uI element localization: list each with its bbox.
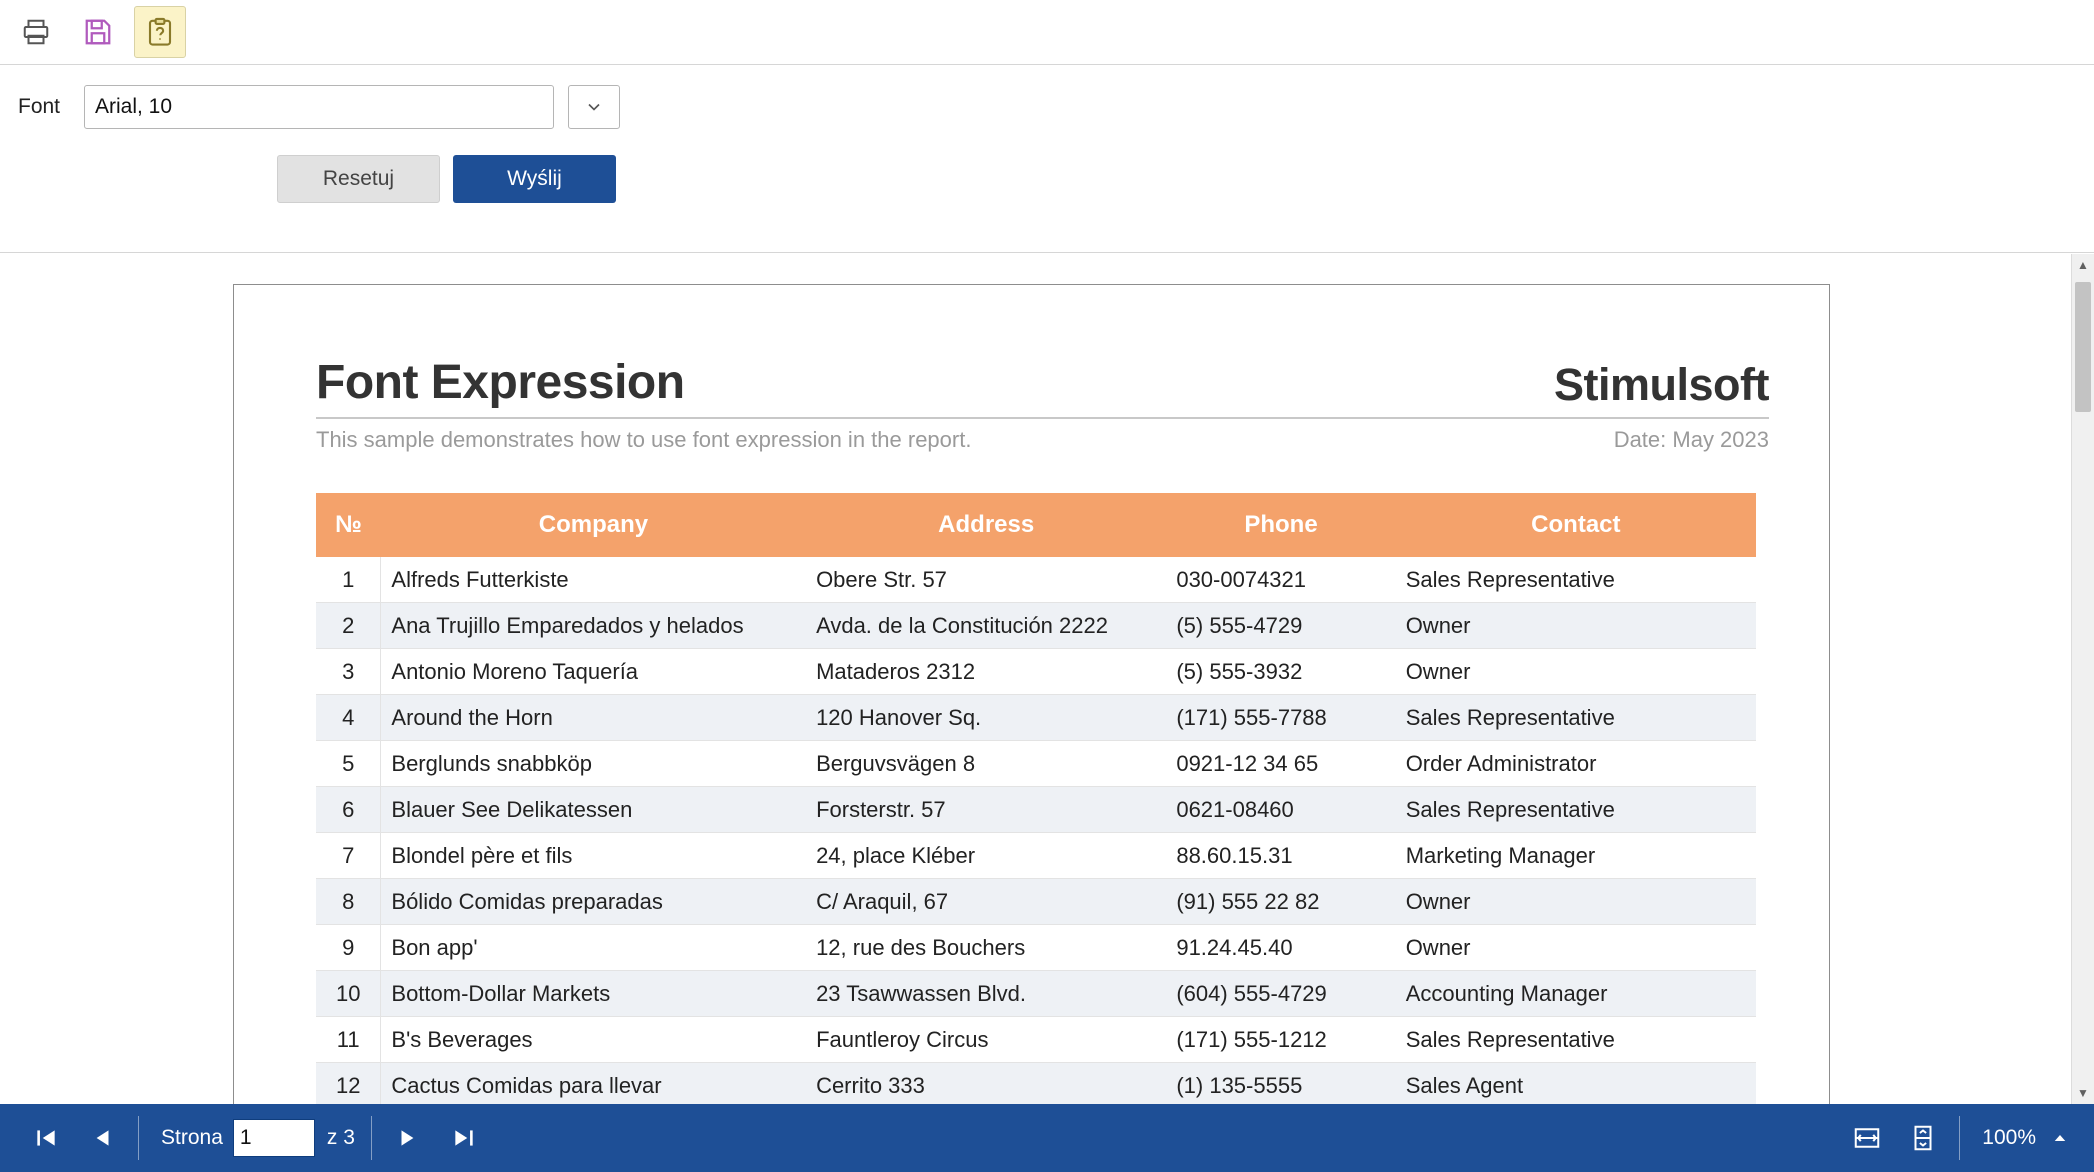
report-header: [316, 356, 1769, 410]
font-label: Font: [18, 95, 61, 118]
cell-number: 7: [316, 833, 381, 879]
reset-button[interactable]: Resetuj: [277, 155, 440, 203]
table-row: [316, 879, 1756, 925]
table-row: [316, 649, 1756, 695]
cell-address: Forsterstr. 57: [806, 787, 1166, 833]
table-row: [316, 787, 1756, 833]
cell-company: Ana Trujillo Emparedados y helados: [381, 603, 806, 649]
cell-address: 24, place Kléber: [806, 833, 1166, 879]
column-header-company: Company: [381, 493, 806, 557]
cell-phone: (171) 555-1212: [1166, 1017, 1395, 1063]
table-row: [316, 1017, 1756, 1063]
cell-company: Blondel père et fils: [381, 833, 806, 879]
cell-number: 2: [316, 603, 381, 649]
cell-number: 5: [316, 741, 381, 787]
table-row: [316, 695, 1756, 741]
statusbar-divider-2: [371, 1116, 372, 1160]
first-page-button[interactable]: [18, 1110, 74, 1166]
fit-page-width-icon: [1852, 1123, 1882, 1153]
cell-phone: (1) 135-5555: [1166, 1063, 1395, 1105]
last-page-icon: [451, 1125, 477, 1151]
caret-up-icon: [2051, 1129, 2069, 1147]
floppy-disk-icon: [83, 17, 113, 47]
report-title: Font Expression: [316, 356, 685, 409]
cell-contact: Owner: [1396, 603, 1756, 649]
last-page-button[interactable]: [436, 1110, 492, 1166]
save-button[interactable]: [72, 6, 124, 58]
table-row: [316, 1063, 1756, 1105]
cell-address: Fauntleroy Circus: [806, 1017, 1166, 1063]
table-row: [316, 971, 1756, 1017]
page-label: Strona: [161, 1126, 223, 1149]
table-row: [316, 741, 1756, 787]
cell-contact: Sales Representative: [1396, 1017, 1756, 1063]
cell-address: Obere Str. 57: [806, 557, 1166, 603]
vertical-scrollbar[interactable]: [2071, 254, 2094, 1104]
table-row: [316, 603, 1756, 649]
cell-contact: Marketing Manager: [1396, 833, 1756, 879]
cell-phone: (5) 555-3932: [1166, 649, 1395, 695]
cell-address: 120 Hanover Sq.: [806, 695, 1166, 741]
table-row: [316, 557, 1756, 603]
fit-page-height-button[interactable]: [1895, 1110, 1951, 1166]
cell-address: Mataderos 2312: [806, 649, 1166, 695]
print-button[interactable]: [10, 6, 62, 58]
fit-page-height-icon: [1908, 1123, 1938, 1153]
statusbar-right-group: [1839, 1110, 2076, 1166]
report-viewer[interactable]: [0, 254, 2094, 1104]
parameters-button[interactable]: [134, 6, 186, 58]
cell-phone: 0621-08460: [1166, 787, 1395, 833]
cell-contact: Owner: [1396, 925, 1756, 971]
cell-company: Cactus Comidas para llevar: [381, 1063, 806, 1105]
report-subheader: [316, 417, 1769, 453]
cell-phone: (5) 555-4729: [1166, 603, 1395, 649]
scroll-up-arrow[interactable]: ▲: [2077, 258, 2089, 272]
cell-address: Berguvsvägen 8: [806, 741, 1166, 787]
font-dropdown-button[interactable]: [568, 85, 620, 129]
font-parameter-row: [0, 85, 2094, 129]
toolbar: [0, 0, 2094, 65]
cell-company: Bólido Comidas preparadas: [381, 879, 806, 925]
cell-number: 9: [316, 925, 381, 971]
table-header-row: [316, 493, 1756, 557]
first-page-icon: [33, 1125, 59, 1151]
cell-contact: Order Administrator: [1396, 741, 1756, 787]
zoom-level-label[interactable]: 100%: [1982, 1126, 2036, 1149]
cell-contact: Sales Representative: [1396, 787, 1756, 833]
cell-number: 8: [316, 879, 381, 925]
table-row: [316, 925, 1756, 971]
cell-contact: Owner: [1396, 879, 1756, 925]
cell-phone: (91) 555 22 82: [1166, 879, 1395, 925]
cell-company: Around the Horn: [381, 695, 806, 741]
cell-contact: Accounting Manager: [1396, 971, 1756, 1017]
parameters-button-row: [0, 155, 2094, 203]
cell-phone: 91.24.45.40: [1166, 925, 1395, 971]
status-bar: [0, 1104, 2094, 1172]
cell-company: B's Beverages: [381, 1017, 806, 1063]
cell-phone: 0921-12 34 65: [1166, 741, 1395, 787]
cell-company: Berglunds snabbköp: [381, 741, 806, 787]
parameters-panel: [0, 65, 2094, 253]
table-row: [316, 833, 1756, 879]
cell-number: 12: [316, 1063, 381, 1105]
cell-contact: Sales Representative: [1396, 695, 1756, 741]
cell-address: 12, rue des Bouchers: [806, 925, 1166, 971]
page-number-input[interactable]: [233, 1119, 315, 1157]
prev-page-button[interactable]: [74, 1110, 130, 1166]
column-header-phone: Phone: [1166, 493, 1395, 557]
report-page: [233, 284, 1830, 1104]
cell-phone: 88.60.15.31: [1166, 833, 1395, 879]
report-brand: Stimulsoft: [1554, 359, 1769, 410]
cell-number: 10: [316, 971, 381, 1017]
chevron-down-icon: [584, 97, 604, 117]
cell-address: Cerrito 333: [806, 1063, 1166, 1105]
cell-number: 11: [316, 1017, 381, 1063]
report-date: Date: May 2023: [1613, 427, 1769, 452]
page-count-label: z 3: [326, 1126, 355, 1149]
cell-phone: (171) 555-7788: [1166, 695, 1395, 741]
column-header-number: №: [316, 493, 381, 557]
report-subtitle: This sample demonstrates how to use font expression in the report.: [316, 427, 972, 452]
cell-company: Alfreds Futterkiste: [381, 557, 806, 603]
scroll-down-arrow[interactable]: ▼: [2077, 1086, 2089, 1100]
column-header-contact: Contact: [1396, 493, 1756, 557]
column-header-address: Address: [806, 493, 1166, 557]
next-page-button[interactable]: [380, 1110, 436, 1166]
cell-contact: Sales Representative: [1396, 557, 1756, 603]
cell-company: Bon app': [381, 925, 806, 971]
cell-phone: 030-0074321: [1166, 557, 1395, 603]
font-input[interactable]: [84, 85, 554, 129]
cell-contact: Sales Agent: [1396, 1063, 1756, 1105]
report-table: [316, 493, 1756, 1104]
cell-number: 4: [316, 695, 381, 741]
cell-address: 23 Tsawwassen Blvd.: [806, 971, 1166, 1017]
statusbar-divider-3: [1959, 1116, 1960, 1160]
submit-button[interactable]: Wyślij: [453, 155, 616, 203]
fit-page-width-button[interactable]: [1839, 1110, 1895, 1166]
cell-company: Bottom-Dollar Markets: [381, 971, 806, 1017]
cell-company: Antonio Moreno Taquería: [381, 649, 806, 695]
cell-number: 6: [316, 787, 381, 833]
next-page-icon: [395, 1125, 421, 1151]
cell-number: 3: [316, 649, 381, 695]
prev-page-icon: [89, 1125, 115, 1151]
cell-phone: (604) 555-4729: [1166, 971, 1395, 1017]
zoom-menu-button[interactable]: [2044, 1110, 2076, 1166]
cell-contact: Owner: [1396, 649, 1756, 695]
cell-company: Blauer See Delikatessen: [381, 787, 806, 833]
scrollbar-thumb[interactable]: [2075, 282, 2091, 412]
cell-address: C/ Araquil, 67: [806, 879, 1166, 925]
printer-icon: [21, 17, 51, 47]
cell-number: 1: [316, 557, 381, 603]
statusbar-divider-1: [138, 1116, 139, 1160]
clipboard-icon: [145, 17, 175, 47]
cell-address: Avda. de la Constitución 2222: [806, 603, 1166, 649]
